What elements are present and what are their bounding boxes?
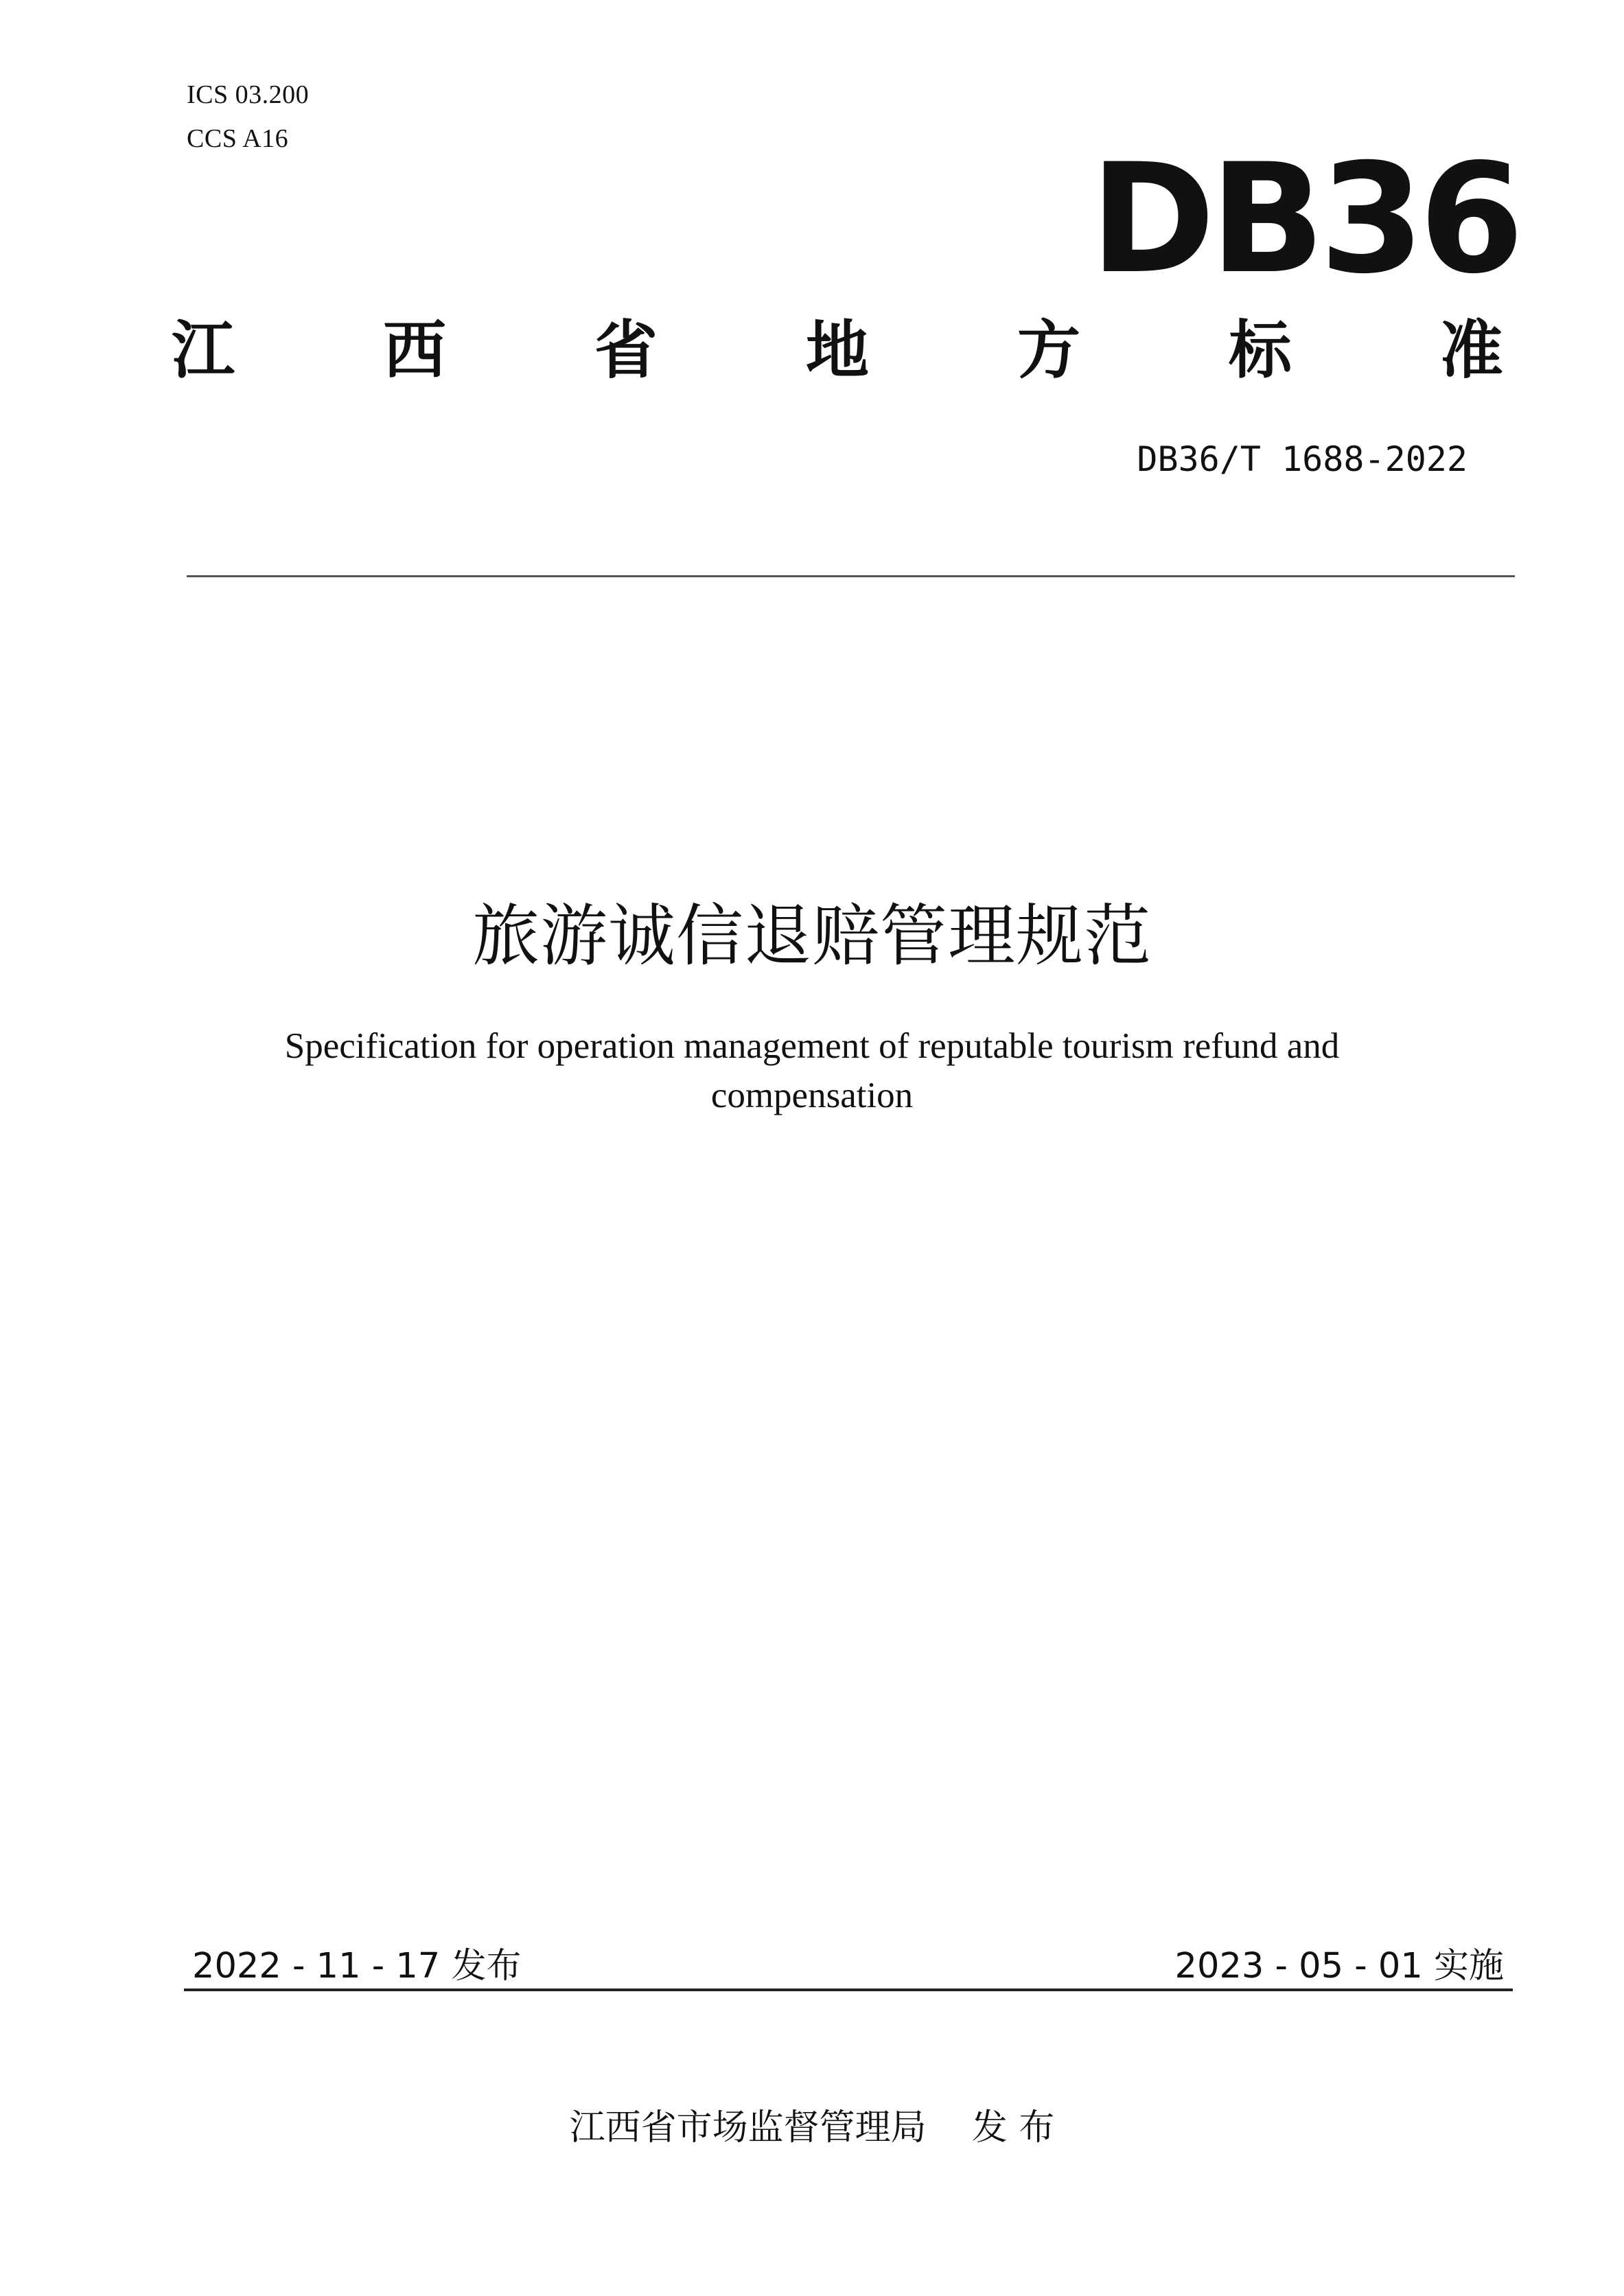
publish-date: 2022 - 11 - 17 发布: [192, 1946, 522, 1986]
standard-type-char: 江: [172, 313, 235, 387]
bottom-divider: [184, 1988, 1513, 1991]
ccs-code: CCS A16: [187, 124, 289, 153]
ics-code: ICS 03.200: [187, 80, 310, 109]
document-title-chinese: 旅游诚信退赔管理规范: [472, 897, 1152, 975]
document-number: DB36/T 1688-2022: [1137, 439, 1468, 479]
standard-type-char: 准: [1439, 313, 1503, 387]
db36-logo: DB36: [1090, 131, 1519, 307]
standard-type-char: 西: [382, 313, 446, 387]
top-divider: [187, 575, 1515, 577]
standard-type-char: 地: [805, 313, 869, 387]
standard-type-heading: [172, 312, 1503, 388]
document-title-english: Specification for operation management of reputable tourism refund and compensation: [284, 1026, 1340, 1115]
implementation-date: 2023 - 05 - 01 实施: [1174, 1946, 1504, 1986]
issuing-authority: 江西省市场监督管理局 发 布: [569, 2107, 1055, 2148]
standard-type-char: 方: [1017, 313, 1080, 387]
standard-type-char: 省: [594, 313, 658, 387]
standard-type-char: 标: [1228, 313, 1292, 387]
